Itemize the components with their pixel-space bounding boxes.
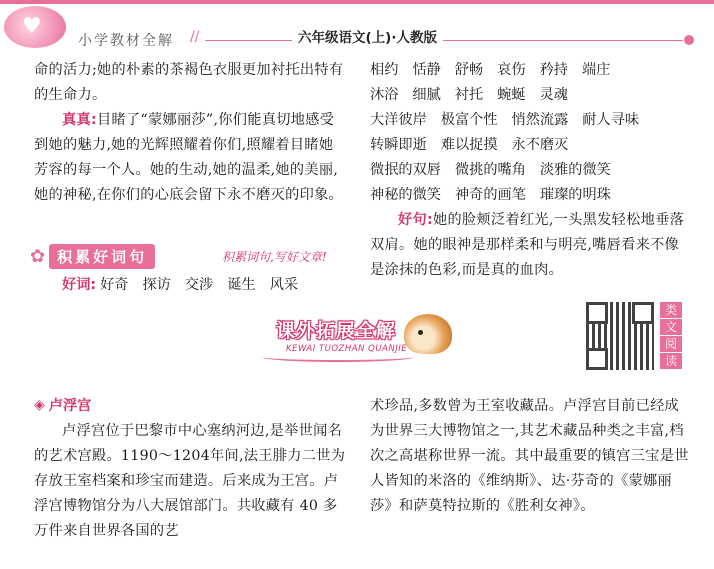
heart-icon: ♥ [22, 14, 42, 39]
paragraph-continued: 命的活力;她的朴素的茶褐色衣服更加衬托出特有的生命力。 [34, 62, 344, 103]
good-sentence-text: 她的脸颊泛着红光,一头黑发轻松地垂落双肩。她的眼神是那样柔和与明亮,嘴唇看来不像是涂抹的色彩,而是真的血肉。 [370, 212, 685, 278]
word: 舒畅 [454, 62, 484, 78]
flower-icon: ✿ [30, 245, 46, 267]
series-logo [4, 6, 66, 48]
reading-tag [660, 302, 682, 370]
phrase: 难以捉摸 [440, 137, 498, 153]
slash-decoration: // [190, 29, 200, 45]
good-sentence-paragraph [370, 208, 690, 283]
word: 恬静 [412, 62, 441, 78]
extension-pinyin: KEWAI TUOZHAN QUANJIE [286, 344, 408, 354]
phrase: 淡雅的微笑 [539, 162, 611, 178]
section-heading [34, 395, 91, 415]
word: 相约 [370, 62, 399, 78]
zhenzhen-label: 真真: [62, 112, 97, 128]
header-top-bar [0, 0, 714, 4]
zhenzhen-text: 目睹了“蒙娜丽莎”,你们能真切地感受到她的魅力,她的光辉照耀着你们,照耀着目睹她芳容的每一个人。她的生动,她的温柔,她的美丽,她的神秘,在你们的心底会留下永不磨灭的印象。 [34, 112, 344, 203]
series-name: 小学教材全解 [78, 33, 174, 49]
qr-finder [586, 302, 608, 324]
word: 蜿蜒 [497, 87, 526, 103]
word: 端庄 [581, 62, 611, 78]
phrase: 微抿的双唇 [370, 162, 441, 178]
extension-underline [262, 352, 414, 362]
diamond-icon: ◈ [34, 397, 45, 413]
extension-title: 课外拓展全解 [276, 320, 397, 342]
word: 灵魂 [539, 87, 568, 103]
tag-char: 读 [660, 353, 682, 369]
phrase: 神秘的微笑 [370, 187, 441, 203]
header-dot [684, 35, 694, 45]
word: 哀伤 [497, 62, 526, 78]
word-row-2 [370, 83, 690, 108]
good-sentence-label: 好句: [398, 212, 433, 228]
word-row-1 [370, 58, 690, 83]
accumulate-banner [30, 243, 155, 269]
louvre-text-right: 术珍品,多数曾为王室收藏品。卢浮宫目前已经成为世界三大博物馆之一,其艺术藏品种类之丰富,档次之高堪称世界一流。其中最重要的镇宫三宝是世人皆知的米洛的《维纳斯》、达·芬奇的《蒙娜丽莎》和萨莫特拉斯的《胜利女神》。 [370, 398, 689, 514]
qr-finder [632, 302, 654, 324]
qr-finder [586, 348, 608, 370]
phrase: 微挑的嘴角 [454, 162, 526, 178]
phrase: 璀璨的明珠 [539, 187, 611, 203]
qr-code[interactable] [586, 302, 654, 370]
phrase: 极富个性 [440, 112, 498, 128]
phrase: 大洋彼岸 [370, 112, 427, 128]
banner-subtitle: 积累词句,写好文章! [222, 250, 327, 264]
good-words-label: 好词: [62, 277, 97, 293]
zhenzhen-paragraph [34, 108, 346, 208]
mascot-eye [418, 330, 423, 335]
tag-char: 阅 [660, 336, 682, 352]
word: 沐浴 [370, 87, 399, 103]
tag-char: 类 [660, 302, 682, 318]
hedgehog-mascot-icon [404, 314, 452, 354]
section-title: 卢浮宫 [48, 398, 92, 414]
phrase-row-3 [370, 108, 690, 133]
book-title: 六年级语文(上)·人教版 [292, 26, 443, 46]
word: 好奇 [100, 277, 129, 293]
louvre-text-left: 卢浮宫位于巴黎市中心塞纳河边,是举世闻名的艺术宫殿。1190～1204年间,法王腓力二世为存放王室档案和珍宝而建造。后来成为王宫。卢浮宫博物馆分为八大展馆部门。共收藏有 40 多万件来自世界各国的艺 [34, 423, 346, 539]
phrase: 耐人寻味 [582, 112, 640, 128]
word: 探访 [142, 277, 171, 293]
phrase-row-4 [370, 133, 690, 158]
banner-title: 积累好词句 [49, 244, 155, 269]
word: 衬托 [454, 87, 484, 103]
phrase: 悄然流露 [511, 112, 569, 128]
tag-char: 文 [660, 319, 682, 335]
header-rule [205, 40, 683, 41]
word: 诞生 [227, 277, 256, 293]
phrase-row-6 [370, 183, 690, 208]
left-column [34, 58, 346, 208]
word: 风采 [269, 277, 299, 293]
phrase: 神奇的画笔 [454, 187, 526, 203]
word: 矜持 [539, 62, 568, 78]
word: 细腻 [412, 87, 441, 103]
good-words-line [62, 273, 312, 298]
phrase: 转瞬即逝 [370, 137, 427, 153]
phrase: 永不磨灭 [511, 137, 569, 153]
word: 交涉 [184, 277, 214, 293]
right-column [370, 58, 690, 283]
phrase-row-5 [370, 158, 690, 183]
